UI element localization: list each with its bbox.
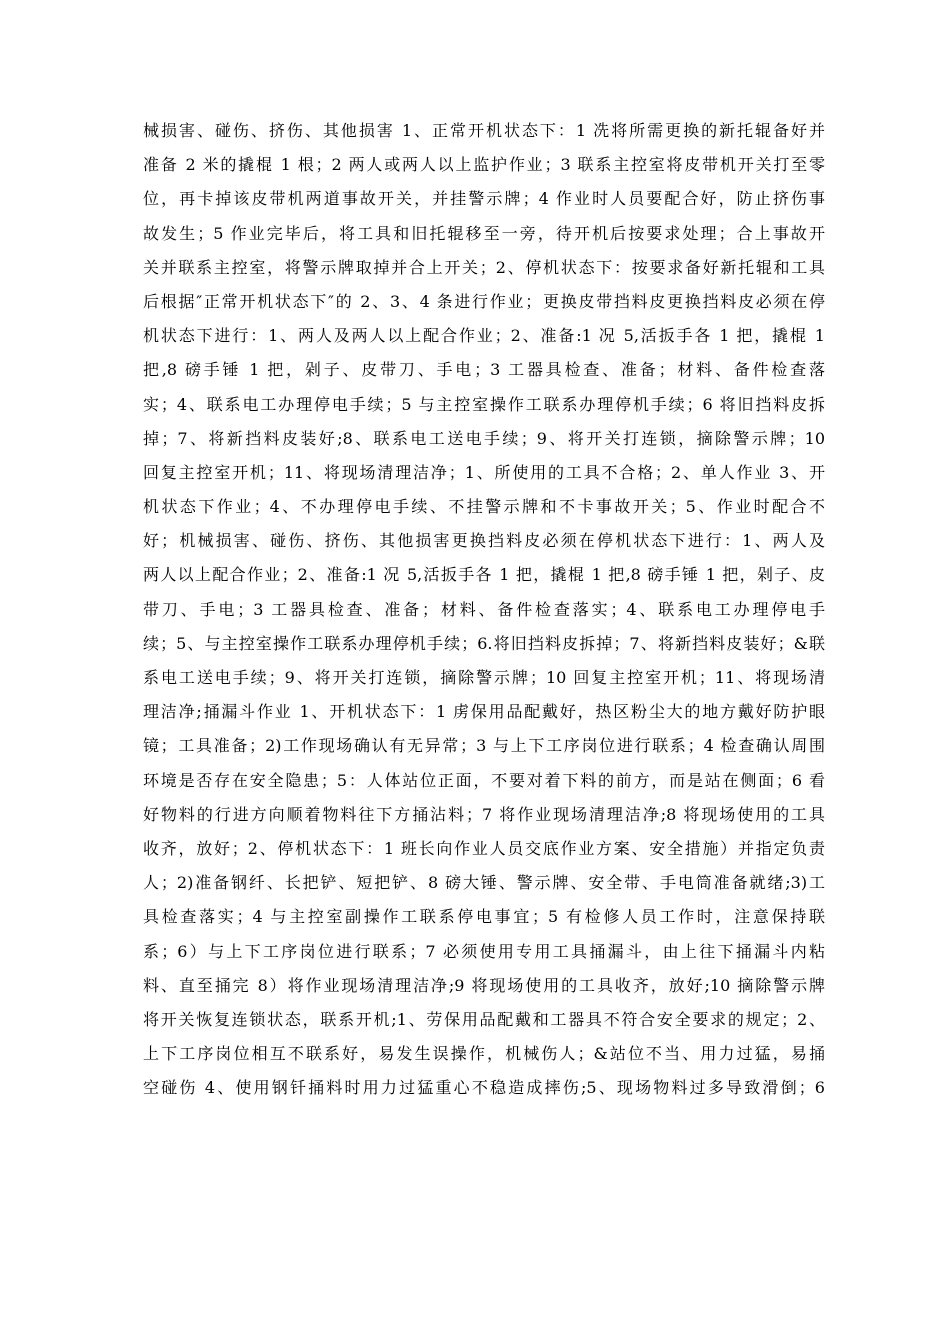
text-line: 回复主控室开机；11、将现场清理洁净；1、所使用的工具不合格；2、单人作业 3、开 <box>143 462 825 482</box>
text-line: 实；4、联系电工办理停电手续；5 与主控室操作工联系办理停机手续；6 将旧挡料皮拆 <box>143 394 825 414</box>
text-line: 具检查落实；4 与主控室副操作工联系停电事宜；5 有检修人员工作时，注意保持联 <box>143 907 825 927</box>
text-line: 故发生；5 作业完毕后，将工具和旧托辊移至一旁，待开机后按要求处理；合上事故开 <box>143 223 825 243</box>
text-line: 收齐，放好；2、停机状态下：1 班长向作业人员交底作业方案、安全措施）并指定负责 <box>143 838 825 858</box>
text-line: 掉；7、将新挡料皮装好;8、联系电工送电手续；9、将开关打连锁，摘除警示牌；10 <box>143 428 825 448</box>
text-line: 环境是否存在安全隐患；5：人体站位正面，不要对着下料的前方，而是站在侧面；6 看 <box>143 770 825 790</box>
document-body <box>143 114 825 1105</box>
text-line: 系；6）与上下工序岗位进行联系；7 必须使用专用工具捅漏斗，由上往下捅漏斗内粘 <box>143 941 825 961</box>
text-line: 带刀、手电；3 工器具检查、准备；材料、备件检查落实；4、联系电工办理停电手 <box>143 599 825 619</box>
text-line: 把,8 磅手锤 1 把，剁子、皮带刀、手电；3 工器具检查、准备；材料、备件检查落 <box>143 360 825 380</box>
text-line: 系电工送电手续；9、将开关打连锁，摘除警示牌；10 回复主控室开机；11、将现场清 <box>143 668 825 687</box>
text-line: 械损害、碰伤、挤伤、其他损害 1、正常开机状态下：1 冼将所需更换的新托辊备好并 <box>143 121 825 140</box>
text-line: 理洁净;捅漏斗作业 1、开机状态下：1 虏保用品配戴好，热区粉尘大的地方戴好防护眼 <box>143 702 825 722</box>
text-line: 准备 2 米的撬棍 1 根；2 两人或两人以上监护作业；3 联系主控室将皮带机开关打至零 <box>143 155 825 175</box>
text-line: 好；机械损害、碰伤、挤伤、其他损害更换挡料皮必须在停机状态下进行：1、两人及 <box>143 531 825 551</box>
text-line: 空碰伤 4、使用钢钎捅料时用力过猛重心不稳造成摔伤;5、现场物料过多导致滑倒；6 <box>143 1078 825 1098</box>
text-line: 料、直至捅完 8）将作业现场清理洁净;9 将现场使用的工具收齐，放好;10 摘除警示牌 <box>143 975 825 995</box>
text-line: 续；5、与主控室操作工联系办理停机手续；6.将旧挡料皮拆掉；7、将新挡料皮装好；&联 <box>143 633 825 653</box>
text-line: 机状态下作业；4、不办理停电手续、不挂警示牌和不卡事故开关；5、作业时配合不 <box>143 497 825 517</box>
text-line: 关并联系主控室，将警示牌取掉并合上开关；2、停机状态下：按要求备好新托辊和工具 <box>143 257 825 277</box>
text-line: 后根据″正常开机状态下″的 2、3、4 条进行作业；更换皮带挡料皮更换挡料皮必须在停 <box>143 291 825 311</box>
text-line: 两人以上配合作业；2、准备:1 况 5,活扳手各 1 把，撬棍 1 把,8 磅手锤 1 把，剁子、皮 <box>143 565 825 585</box>
text-line: 好物料的行进方向顺着物料往下方捅沾料；7 将作业现场清理洁净;8 将现场使用的工具 <box>143 804 825 824</box>
text-line: 人；2)准备钢纤、长把铲、短把铲、8 磅大锤、警示牌、安全带、手电筒准备就绪;3)工 <box>143 873 825 893</box>
text-line: 将开关恢复连锁状态，联系开机;1、劳保用品配戴和工器具不符合安全要求的规定；2、 <box>143 1009 825 1029</box>
text-line: 位，再卡掉该皮带机两道事故开关，并挂警示牌；4 作业时人员要配合好，防止挤伤事 <box>143 189 825 209</box>
text-line: 镜；工具准备；2)工作现场确认有无异常；3 与上下工序岗位进行联系；4 检查确认周围 <box>143 736 825 756</box>
text-line: 机状态下进行：1、两人及两人以上配合作业；2、准备:1 况 5,活扳手各 1 把，撬棍 1 <box>143 326 825 346</box>
text-line: 上下工序岗位相互不联系好，易发生误操作，机械伤人；&站位不当、用力过猛，易捅 <box>143 1044 825 1064</box>
